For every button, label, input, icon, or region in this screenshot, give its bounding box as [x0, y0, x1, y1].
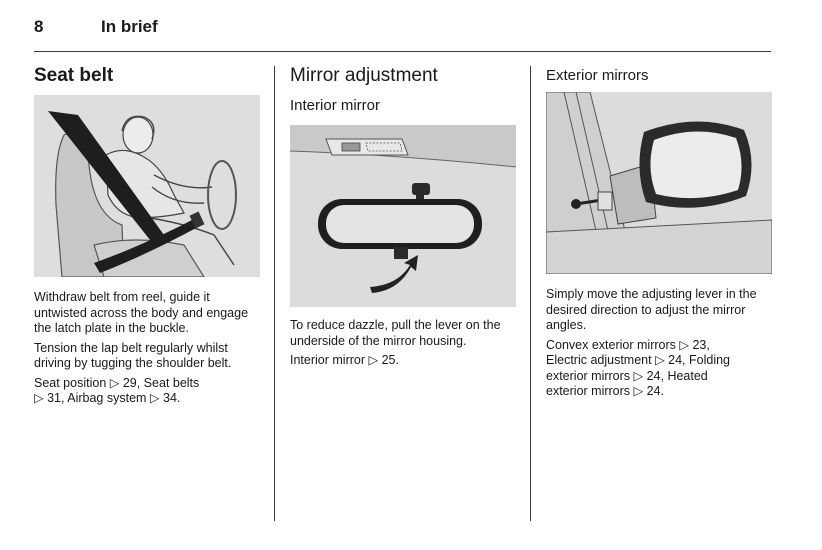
interior-mirror-xrefs	[290, 353, 520, 369]
seat-belt-xref-line-2[interactable]: ▷ 31, Airbag system ▷ 34.	[34, 391, 181, 405]
interior-mirror-body	[290, 318, 520, 373]
interior-mirror-paragraph-1: To reduce dazzle, pull the lever on the underside of the mirror housing.	[290, 318, 501, 348]
seat-belt-column	[34, 64, 260, 88]
exterior-mirrors-xref-line-4[interactable]: exterior mirrors ▷ 24.	[546, 384, 664, 398]
exterior-mirrors-xref-line-1[interactable]: Convex exterior mirrors ▷ 23,	[546, 337, 710, 352]
seat-belt-xrefs	[34, 376, 264, 407]
mirror-adjustment-column	[290, 64, 516, 116]
exterior-mirrors-xref-line-3[interactable]: exterior mirrors ▷ 24, Heated	[546, 368, 708, 383]
header-rule	[34, 51, 771, 52]
exterior-mirrors-body	[546, 287, 774, 404]
seat-belt-paragraph-1: Withdraw belt from reel, guide it untwisted across the body and engage the latch plate in the buckle.	[34, 290, 249, 335]
running-title: In brief	[101, 17, 158, 36]
seat-belt-drawing	[34, 95, 260, 277]
exterior-mirror-drawing	[546, 92, 772, 274]
seat-belt-illustration	[34, 95, 260, 277]
seat-belt-body	[34, 290, 264, 411]
interior-mirror-subheading: Interior mirror	[290, 97, 381, 114]
exterior-mirrors-subheading: Exterior mirrors	[546, 67, 649, 84]
exterior-mirrors-xref-line-2[interactable]: Electric adjustment ▷ 24, Folding	[546, 353, 731, 367]
exterior-mirrors-column	[546, 66, 772, 86]
seat-belt-paragraph-2: Tension the lap belt regularly whilst driving by tugging the shoulder belt.	[34, 340, 232, 370]
column-divider-2	[530, 66, 531, 521]
interior-mirror-xref-line-1[interactable]: Interior mirror ▷ 25.	[290, 353, 399, 367]
exterior-mirrors-paragraph-1: Simply move the adjusting lever in the desired direction to adjust the mirror angles.	[546, 287, 757, 332]
interior-mirror-illustration	[290, 125, 516, 307]
seat-belt-xref-line-1[interactable]: Seat position ▷ 29, Seat belts	[34, 375, 200, 390]
column-divider-1	[274, 66, 275, 521]
interior-mirror-drawing	[290, 125, 516, 307]
exterior-mirrors-xrefs	[546, 338, 774, 400]
seat-belt-heading: Seat belt	[34, 65, 114, 86]
exterior-mirror-illustration	[546, 92, 772, 274]
mirror-adjustment-heading: Mirror adjustment	[290, 65, 438, 86]
page-number: 8	[34, 17, 44, 36]
